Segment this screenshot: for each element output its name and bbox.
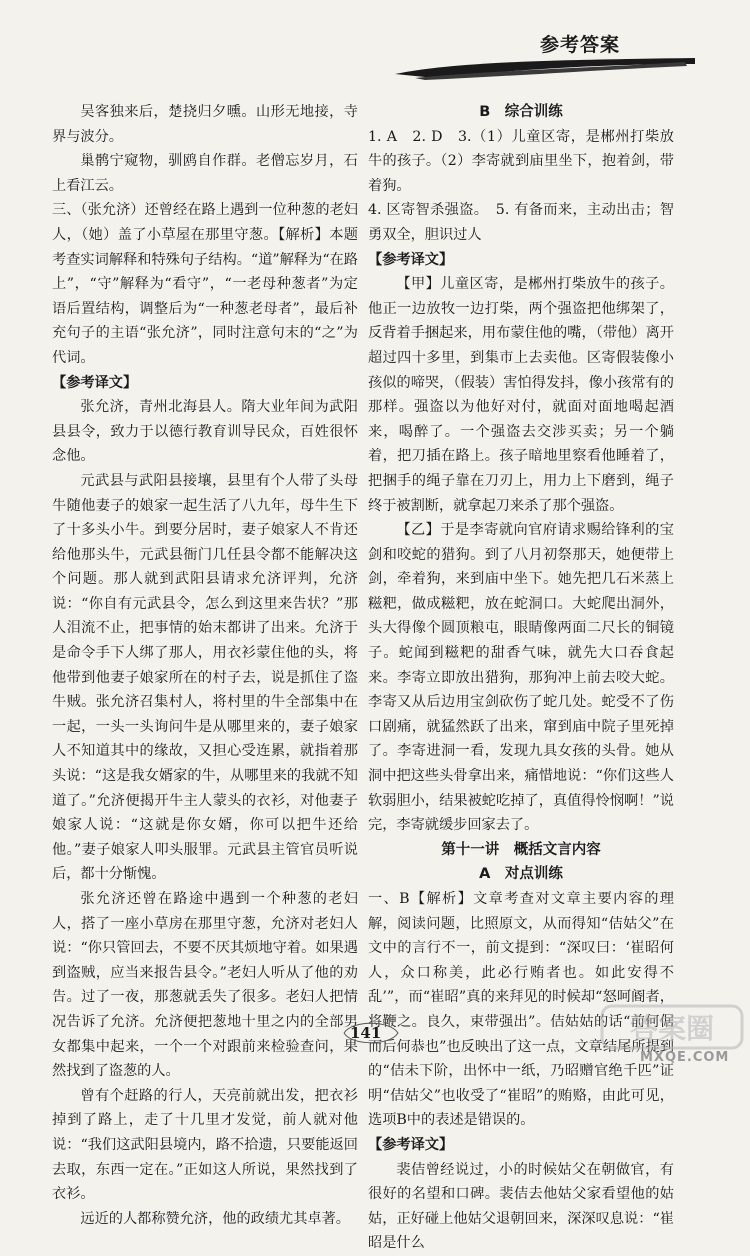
answer-three: 三、（张允济）还曾经在路上遇到一位种葱的老妇人，（她）盖了小草屋在那里守葱。【解析】本题考查实词解释和特殊句子结构。“道”解释为“在路上”，“守”解释为“看守”，“一老母种葱者”为定语后置结构，调整后为“一种葱老母者”，最后补充句子的主语“张允济”，同时注意句末的“之”为代词。	[52, 202, 358, 366]
answer-one: 一、B【解析】文章考查对文章主要内容的理解，阅读问题，比照原文，从而得知“佶姑父”在文中的言行不一，前文提到：“深叹曰：‘崔昭何人，众口称美，此必行贿者也。如此安得不乱’”，而“崔昭”真的来拜见的时候却“怒呵阍者，将鞭之。良久，束带强出”。佶姑姑的话“前何倨而后何恭也”也反映出了这一点，文章结尾所提到的“佶未下阶，出怀中一纸，乃昭赠官绝千匹”证明“佶姑父”也收受了“崔昭”的贿赂，由此可见，选项B中的表述是错误的。	[368, 891, 674, 1129]
lesson-heading: 第十一讲 概括文言内容	[441, 841, 601, 858]
poem-line-1: 吴客独来后，楚挠归夕曛。山形无地接，寺界与波分。	[52, 104, 358, 145]
left-column	[52, 100, 358, 1231]
poem-line-2: 巢鹘宁窥物，驯鸥自作群。老僧忘岁月，石上看江云。	[52, 153, 358, 194]
translation-jia: 【甲】儿童区寄，是郴州打柴放牛的孩子。他正一边放牧一边打柴，两个强盗把他绑架了，反背着手捆起来，用布蒙住他的嘴，（带他）离开超过四十多里，到集市上去卖他。区寄假装像小孩似的啼哭，（假装）害怕得发抖，像小孩常有的那样。强盗以为他好对付，就面对面地喝起酒来，喝醉了。一个强盗去交涉买卖；另一个躺着，把刀插在路上。孩子暗地里察看他睡着了，把捆手的绳子靠在刀刃上，用力上下磨到，绳子终于被割断，就拿起刀来杀了那个强盗。	[368, 276, 674, 514]
answers-4-5: 4. 区寄智杀强盗。 5. 有备而来，主动出击；智勇双全，胆识过人	[368, 202, 674, 243]
translation-heading-b: 【参考译文】	[368, 251, 454, 268]
page-number: 141	[350, 1024, 382, 1042]
translation-heading-a: 【参考译文】	[368, 1136, 454, 1153]
translation-para-3: 张允济还曾在路途中遇到一个种葱的老妇人，搭了一座小草房在那里守葱，允济对老妇人说：“你只管回去，不要不厌其烦地守着。如果遇到盗贼，应当来报告县令。”老妇人听从了他的劝告。过了一夜，那葱就丢失了很多。老妇人把情况告诉了允济。允济便把葱地十里之内的全部男女都集中起来，一个一个对跟前来检验查问，果然找到了盗葱的人。	[52, 891, 358, 1080]
section-a-heading: A 对点训练	[479, 866, 563, 883]
translation-final: 裴佶曾经说过，小的时候姑父在朝做官，有很好的名望和口碑。裴佶去他姑父家看望他的姑姑，正好碰上他姑父退朝回来，深深叹息说：“崔昭是什么	[368, 1161, 674, 1252]
header-brush-stroke	[395, 58, 695, 80]
section-b-heading: B 综合训练	[479, 104, 563, 120]
translation-para-1: 张允济，青州北海县人。隋大业年间为武阳县县令，致力于以德行教育训导民众，百姓很怀念他。	[52, 399, 358, 465]
watermark-url: MXQE.COM	[640, 1050, 730, 1065]
translation-para-2: 元武县与武阳县接壤，县里有个人带了头母牛随他妻子的娘家一起生活了八九年，母牛生下了十多头小牛。到要分居时，妻子娘家人不肯还给他那头牛，元武县衙门几任县令都不能解决这个问题。那人就到武阳县请求允济评判，允济说：“你自有元武县令，怎么到这里来告状？”那人泪流不止，把事情的始末都讲了出来。允济于是命令手下人绑了那人，用衣衫蒙住他的头，将他带到他妻子娘家所在的村子去，说是抓住了盗牛贼。张允济召集村人，将村里的牛全部集中在一起，一头一头询问牛是从哪里来的，妻子娘家人不知道其中的缘故，又担心受连累，就指着那头说：“这是我女婿家的牛，从哪里来的我就不知道了。”允济便揭开牛主人蒙头的衣衫，对他妻子娘家人说：“这就是你女婿，你可以把牛还给他。”妻子娘家人叩头服罪。元武县主管官员听说后，都十分惭愧。	[52, 472, 358, 883]
header-title: 参考答案	[540, 34, 621, 56]
right-column	[368, 100, 674, 1256]
translation-para-4: 曾有个赶路的行人，天亮前就出发，把衣衫掉到了路上，走了十几里才发觉，前人就对他说：“我们这武阳县境内，路不拾遗，只要能返回去取，东西一定在。”正如这人所说，果然找到了衣衫。	[52, 1087, 358, 1203]
watermark-logo-text: 答案圈	[629, 1012, 715, 1045]
answers-1-3: 1. A 2. D 3.（1）儿童区寄，是郴州打柴放牛的孩子。（2）李寄就到庙里坐下，抱着剑，带着狗。	[368, 128, 674, 194]
translation-para-5: 远近的人都称赞允济，他的政绩尤其卓著。	[80, 1210, 350, 1227]
translation-heading: 【参考译文】	[52, 374, 138, 391]
translation-yi: 【乙】于是李寄就向官府请求赐给锋利的宝剑和咬蛇的猎狗。到了八月初祭那天，她便带上剑，牵着狗，来到庙中坐下。她先把几石米蒸上糍粑，做成糍粑，放在蛇洞口。大蛇爬出洞外，头大得像个圆顶粮屯，眼睛像两面二尺长的铜镜子。蛇闻到糍粑的甜香气味，就先大口吞食起来。李寄立即放出猎狗，那狗冲上前去咬大蛇。李寄又从后边用宝剑砍伤了蛇几处。蛇受不了伤口剧痛，就猛然跃了出来，窜到庙中院子里死掉了。李寄进洞一看，发现九具女孩的头骨。她从洞中把这些头骨拿出来，痛惜地说：“你们这些人软弱胆小，结果被蛇吃掉了，真值得怜悯啊！”说完，李寄就缓步回家去了。	[368, 522, 674, 834]
